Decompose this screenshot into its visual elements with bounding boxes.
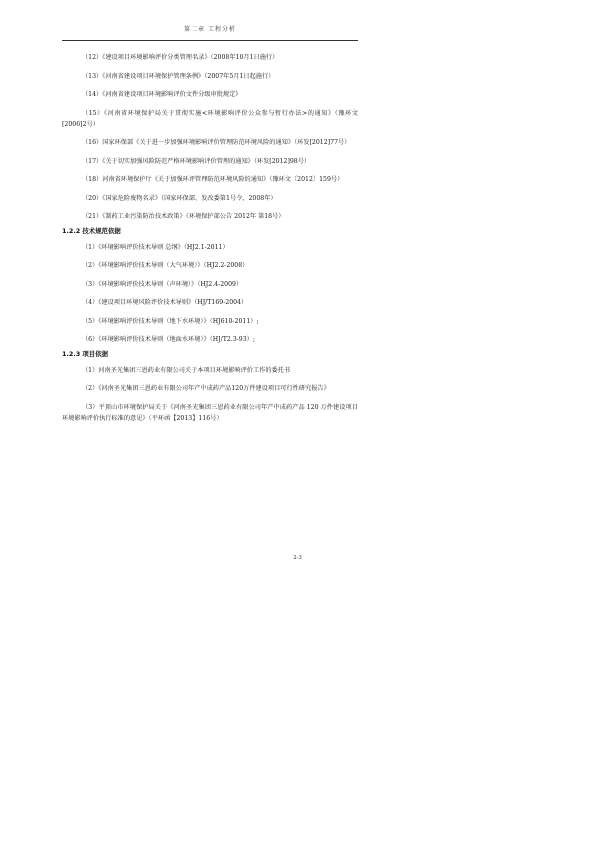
section-heading-tech: 1.2.2 技术规范依据 xyxy=(62,226,121,235)
tech-standard-item: （6）《环境影响评价技术导则（地面水环境）》（HJ/T2.3-93）; xyxy=(82,336,255,343)
regulation-item: （15）《河南省环境保护局关于贯彻实施<环境影响评价公众参与暂行办法>的通知》（豫环文[2006]2号） xyxy=(62,109,358,128)
tech-standard-item: （3）《环境影响评价技术导则（声环境）》（HJ2.4-2009） xyxy=(82,280,243,288)
section-heading-project: 1.2.3 项目依据 xyxy=(62,349,108,358)
document-body xyxy=(62,52,358,431)
regulation-item: （18）河南省环境保护厅《关于加强环评管理防范环境风险的通知》（豫环文〔2012〕159号） xyxy=(82,176,344,183)
regulation-item: （20）《国家危险废物名录》（国家环保部、发改委第1号令，2008年） xyxy=(82,194,277,202)
regulation-item: （14）《河南省建设项目环境影响评价文件分级审批规定》 xyxy=(82,91,242,98)
tech-standard-item: （1）《环境影响评价技术导则 总纲》（HJ2.1-2011） xyxy=(82,243,229,251)
tech-standard-item: （2）《环境影响评价技术导则（大气环境）》（HJ2.2-2008） xyxy=(82,262,249,269)
tech-standard-item: （5）《环境影响评价技术导则（地下水环境）》（HJ610-2011）; xyxy=(82,317,259,325)
regulation-item: （16）国家环保部《关于进一步加强环境影响评价管理防范环境风险的通知》（环发[2012]77号） xyxy=(82,139,351,146)
project-basis-item: （3）平顶山市环境保护局关于《河南圣光集团三恩药业有限公司年产中成药产品 120 万件建设项目环境影响评价执行标准的意见》（平环函【2013】116号） xyxy=(62,403,358,422)
regulation-item: （21）《制药工业污染防治技术政策》（环境保护部公告 2012年 第18号） xyxy=(82,213,285,220)
project-basis-item: （1）河南圣光集团三恩药业有限公司关于本项目环境影响评价工作的委托书 xyxy=(82,366,291,374)
regulation-item: （13）《河南省建设项目环境保护管理条例》（2007年5月1日起施行） xyxy=(82,72,275,80)
page-header xyxy=(62,20,358,41)
chapter-title: 第二章 工程分析 xyxy=(184,26,236,33)
regulation-item: （12）《建设项目环境影响评价分类管理名录》（2008年10月1日施行） xyxy=(82,54,279,61)
project-basis-item: （2）《河南圣光集团三恩药业有限公司年产中成药产品120万件建设项目可行性研究报告》 xyxy=(82,385,330,392)
regulation-item: （17）《关于切实加强风险防范严格环境影响评价管理的通知》（环发[2012]98号） xyxy=(82,157,311,165)
tech-standard-item: （4）《建设项目环境风险评价技术导则》（HJ/T169-2004） xyxy=(82,299,248,306)
page-number: 2-3 xyxy=(293,555,302,561)
